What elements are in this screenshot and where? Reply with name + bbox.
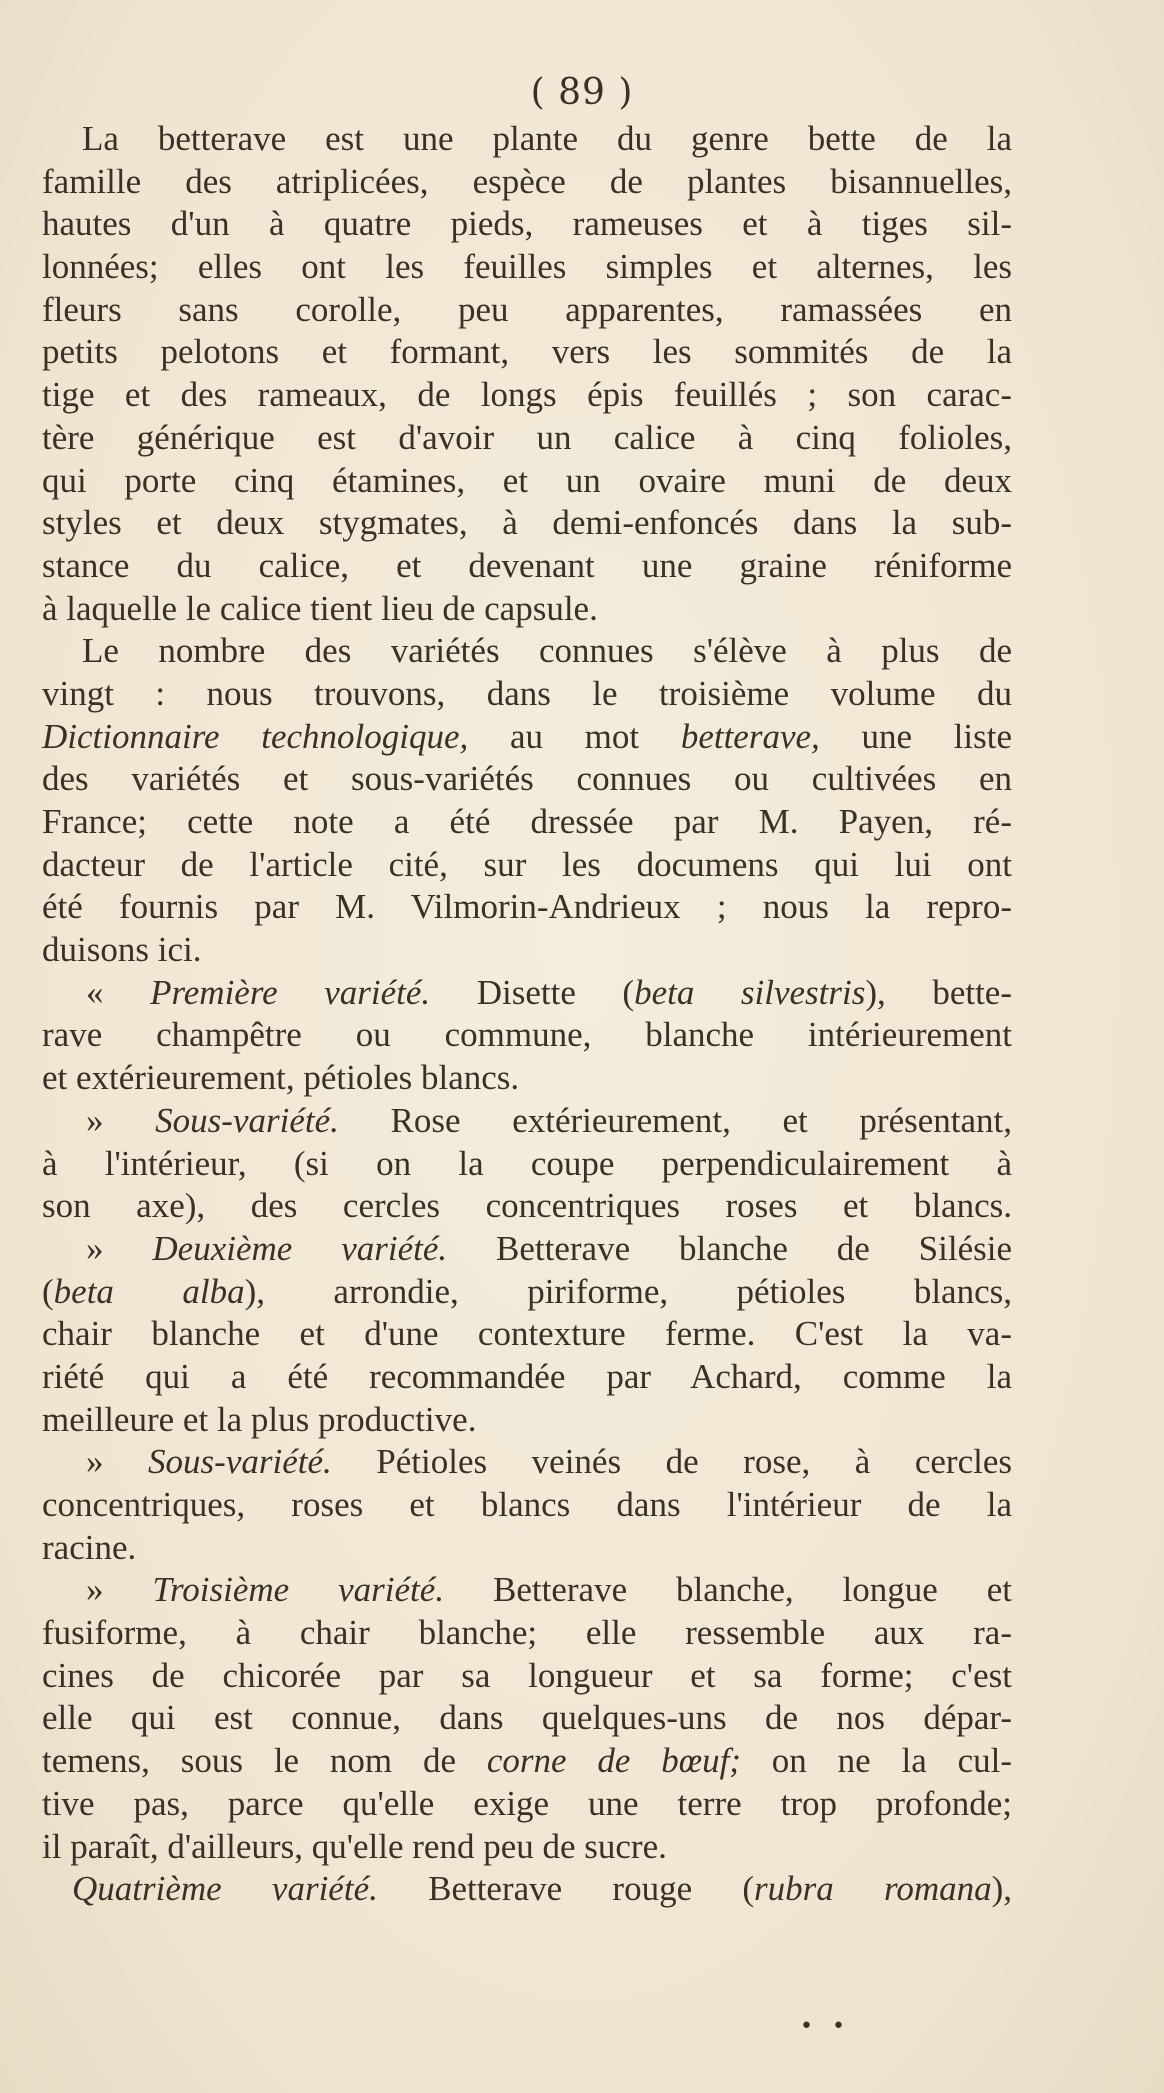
text-run: ), arrondie, piriforme, pétioles blancs,	[244, 1271, 1012, 1311]
text-line: meilleure et la plus productive.	[42, 1399, 477, 1439]
text-line: chair blanche et d'une contexture ferme. C'est la va-	[42, 1314, 1012, 1354]
text-run: ), bette-	[865, 972, 1012, 1012]
text-line	[42, 1740, 1012, 1783]
text-line	[42, 1569, 1012, 1612]
text-line: Le nombre des variétés connues s'élève à plus de	[82, 631, 1012, 671]
text-run: «	[86, 972, 151, 1012]
text-run: »	[86, 1570, 153, 1610]
text-run: Betterave blanche, longue et	[444, 1570, 1013, 1610]
text-line: fleurs sans corolle, peu apparentes, ramassées en	[42, 289, 1012, 329]
text-line	[42, 1228, 1012, 1271]
italic-text: Quatrième variété.	[72, 1869, 378, 1909]
text-run: on ne la cul-	[740, 1741, 1012, 1781]
text-line: à laquelle le calice tient lieu de capsule.	[42, 588, 598, 628]
italic-text: corne de bœuf;	[486, 1741, 741, 1781]
text-line: duisons ici.	[42, 930, 202, 970]
text-line: stance du calice, et devenant une graine réniforme	[42, 545, 1012, 585]
text-line: à l'intérieur, (si on la coupe perpendiculairement à	[42, 1143, 1012, 1183]
text-run: Pétioles veinés de rose, à cercles	[331, 1442, 1013, 1482]
text-line: et extérieurement, pétioles blancs.	[42, 1058, 520, 1098]
text-run: Betterave blanche de Silésie	[447, 1228, 1013, 1268]
text-line: son axe), des cercles concentriques roses et blancs.	[42, 1186, 1012, 1226]
text-line: La betterave est une plante du genre bette de la	[82, 119, 1012, 158]
italic-text: Sous-variété.	[148, 1442, 332, 1482]
text-line: été fournis par M. Vilmorin-Andrieux ; nous la repro-	[42, 887, 1012, 927]
text-run: »	[86, 1442, 149, 1482]
text-run: Betterave rouge (	[377, 1869, 755, 1909]
italic-text: Dictionnaire technologique,	[42, 716, 469, 756]
text-line: dacteur de l'article cité, sur les documens qui lui ont	[42, 844, 1012, 884]
text-line: fusiforme, à chair blanche; elle ressemble aux ra-	[42, 1613, 1012, 1653]
text-line	[42, 1100, 1012, 1143]
text-line	[42, 972, 1012, 1015]
text-line: France; cette note a été dressée par M. Payen, ré-	[42, 802, 1012, 841]
italic-text: Deuxième variété.	[152, 1228, 448, 1268]
text-line	[42, 1441, 1012, 1484]
italic-text: betterave,	[680, 716, 820, 756]
italic-text: rubra romana	[754, 1869, 992, 1909]
text-run: une liste	[819, 716, 1013, 756]
text-line: lonnées; elles ont les feuilles simples et alternes, les	[42, 247, 1012, 287]
text-line: riété qui a été recommandée par Achard, comme la	[42, 1356, 1012, 1396]
text-line: styles et deux stygmates, à demi-enfoncés dans la sub-	[42, 503, 1012, 543]
text-line: elle qui est connue, dans quelques-uns de nos dépar-	[42, 1698, 1012, 1738]
text-line: cines de chicorée par sa longueur et sa forme; c'est	[42, 1655, 1012, 1695]
text-run: »	[86, 1228, 153, 1268]
text-line: tère générique est d'avoir un calice à cinq folioles,	[42, 417, 1012, 457]
text-run: Disette (	[430, 972, 635, 1012]
text-run: ),	[991, 1869, 1012, 1909]
italic-text: beta alba	[53, 1271, 245, 1311]
text-line: rave champêtre ou commune, blanche intérieurement	[42, 1015, 1012, 1055]
text-line: vingt : nous trouvons, dans le troisième volume du	[42, 673, 1012, 713]
text-line: qui porte cinq étamines, et un ovaire muni de deux	[42, 460, 1012, 500]
text-line: tive pas, parce qu'elle exige une terre trop profonde;	[42, 1783, 1012, 1823]
text-line: petits pelotons et formant, vers les sommités de la	[42, 332, 1012, 372]
text-run: »	[86, 1100, 156, 1140]
body-text	[42, 118, 1012, 1911]
signature-mark: • •	[800, 2014, 851, 2039]
page-number: ( 89 )	[530, 72, 634, 113]
text-run: temens, sous le nom de	[42, 1741, 487, 1781]
italic-text: beta silvestris	[634, 972, 866, 1012]
text-line	[42, 1271, 1012, 1314]
italic-text: Sous-variété.	[155, 1100, 339, 1140]
text-line: racine.	[42, 1527, 137, 1567]
text-line: il paraît, d'ailleurs, qu'elle rend peu de sucre.	[42, 1826, 667, 1866]
text-line: famille des atriplicées, espèce de plantes bisannuelles,	[42, 161, 1012, 201]
text-run: Rose extérieurement, et présentant,	[338, 1100, 1013, 1140]
italic-text: Troisième variété.	[152, 1570, 445, 1610]
text-line	[42, 1868, 1012, 1911]
text-line: des variétés et sous-variétés connues ou cultivées en	[42, 759, 1012, 799]
text-line	[42, 716, 1012, 759]
text-run: au mot	[468, 716, 681, 756]
text-run: (	[42, 1271, 54, 1311]
text-line: concentriques, roses et blancs dans l'intérieur de la	[42, 1485, 1012, 1524]
text-line: hautes d'un à quatre pieds, rameuses et à tiges sil-	[42, 204, 1012, 244]
italic-text: Première variété.	[150, 972, 431, 1012]
text-line: tige et des rameaux, de longs épis feuillés ; son carac-	[42, 375, 1012, 415]
